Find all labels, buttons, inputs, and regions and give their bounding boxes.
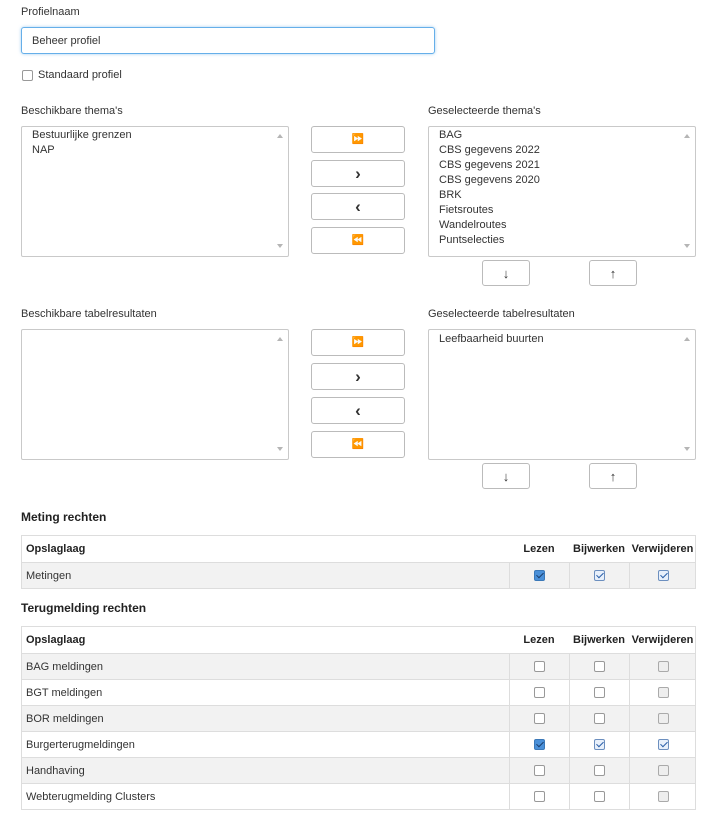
table-row — [21, 706, 696, 732]
delete-checkbox[interactable] — [658, 661, 669, 672]
remove-theme-button[interactable] — [311, 193, 405, 220]
add-theme-button[interactable] — [311, 160, 405, 187]
update-cell — [569, 758, 629, 783]
update-checkbox[interactable] — [594, 661, 605, 672]
update-cell — [569, 680, 629, 705]
available-themes-list[interactable] — [21, 126, 289, 257]
move-theme-up-button[interactable] — [589, 260, 637, 286]
table-row — [21, 563, 696, 589]
add-all-themes-button[interactable] — [311, 126, 405, 153]
update-cell — [569, 563, 629, 588]
delete-checkbox[interactable] — [658, 739, 669, 750]
row-label: BAG meldingen — [26, 660, 104, 673]
read-cell — [509, 706, 569, 731]
move-table-down-button[interactable] — [482, 463, 530, 489]
chevron-left-icon: ‹ — [355, 196, 361, 216]
row-label: BOR meldingen — [26, 712, 104, 725]
list-item[interactable]: CBS gegevens 2022 — [439, 144, 540, 156]
list-item[interactable]: NAP — [32, 144, 55, 156]
update-cell — [569, 732, 629, 757]
available-tables-label: Beschikbare tabelresultaten — [21, 308, 157, 320]
double-chevron-left-icon: ⏪ — [351, 235, 365, 246]
delete-checkbox[interactable] — [658, 791, 669, 802]
scroll-down-icon[interactable] — [277, 244, 283, 248]
read-checkbox[interactable] — [534, 661, 545, 672]
list-item[interactable]: CBS gegevens 2020 — [439, 174, 540, 186]
double-chevron-right-icon: ⏩ — [351, 337, 365, 348]
scroll-down-icon[interactable] — [684, 244, 690, 248]
scroll-up-icon[interactable] — [684, 337, 690, 341]
delete-cell — [629, 680, 696, 705]
scroll-up-icon[interactable] — [277, 337, 283, 341]
terugmelding-rights-title: Terugmelding rechten — [21, 601, 147, 615]
selected-tables-list[interactable] — [428, 329, 696, 460]
double-chevron-right-icon: ⏩ — [351, 134, 365, 145]
delete-cell — [629, 758, 696, 783]
add-all-tables-button[interactable] — [311, 329, 405, 356]
delete-checkbox[interactable] — [658, 713, 669, 724]
move-theme-down-button[interactable] — [482, 260, 530, 286]
update-checkbox[interactable] — [594, 687, 605, 698]
update-checkbox[interactable] — [594, 739, 605, 750]
arrow-up-icon: ↑ — [609, 468, 617, 484]
scroll-up-icon[interactable] — [684, 134, 690, 138]
table-row — [21, 784, 696, 810]
read-cell — [509, 680, 569, 705]
available-themes-label: Beschikbare thema's — [21, 105, 123, 117]
row-label: BGT meldingen — [26, 686, 103, 699]
arrow-down-icon: ↓ — [502, 468, 510, 484]
chevron-left-icon: ‹ — [355, 400, 361, 420]
column-header: Lezen — [523, 634, 555, 646]
read-checkbox[interactable] — [534, 687, 545, 698]
read-checkbox[interactable] — [534, 765, 545, 776]
read-cell — [509, 758, 569, 783]
delete-cell — [629, 654, 696, 679]
row-label: Handhaving — [26, 764, 85, 777]
list-item[interactable]: Bestuurlijke grenzen — [32, 129, 132, 141]
terugmelding-rights-table — [21, 626, 696, 810]
column-header: Lezen — [523, 543, 555, 555]
column-header: Bijwerken — [573, 543, 625, 555]
update-cell — [569, 706, 629, 731]
selected-themes-label: Geselecteerde thema's — [428, 105, 541, 117]
arrow-up-icon: ↑ — [609, 265, 617, 281]
profile-name-input[interactable] — [21, 27, 435, 54]
update-cell — [569, 654, 629, 679]
row-label: Webterugmelding Clusters — [26, 790, 156, 803]
update-checkbox[interactable] — [594, 570, 605, 581]
remove-all-themes-button[interactable] — [311, 227, 405, 254]
update-cell — [569, 784, 629, 809]
table-row — [21, 654, 696, 680]
delete-checkbox[interactable] — [658, 687, 669, 698]
table-row — [21, 680, 696, 706]
read-checkbox[interactable] — [534, 570, 545, 581]
available-tables-list[interactable] — [21, 329, 289, 460]
update-checkbox[interactable] — [594, 791, 605, 802]
read-checkbox[interactable] — [534, 739, 545, 750]
column-header: Verwijderen — [631, 543, 694, 555]
selected-themes-list[interactable] — [428, 126, 696, 257]
list-item[interactable]: Wandelroutes — [439, 219, 507, 231]
table-row — [21, 758, 696, 784]
delete-cell — [629, 784, 696, 809]
scroll-down-icon[interactable] — [684, 447, 690, 451]
remove-all-tables-button[interactable] — [311, 431, 405, 458]
row-label: Burgerterugmeldingen — [26, 738, 135, 751]
row-label: Metingen — [26, 569, 72, 582]
update-checkbox[interactable] — [594, 765, 605, 776]
delete-cell — [629, 732, 696, 757]
delete-checkbox[interactable] — [658, 570, 669, 581]
read-cell — [509, 732, 569, 757]
read-cell — [509, 654, 569, 679]
list-item[interactable]: Puntselecties — [439, 234, 505, 246]
column-header: Opslaglaag — [26, 543, 86, 555]
column-header: Opslaglaag — [26, 634, 86, 646]
meting-rights-title: Meting rechten — [21, 510, 107, 524]
delete-checkbox[interactable] — [658, 765, 669, 776]
double-chevron-left-icon: ⏪ — [351, 439, 365, 450]
meting-rights-table — [21, 535, 696, 589]
arrow-down-icon: ↓ — [502, 265, 510, 281]
standard-profile-checkbox[interactable] — [22, 70, 33, 81]
table-header-row — [21, 627, 696, 654]
scroll-up-icon[interactable] — [277, 134, 283, 138]
selected-tables-label: Geselecteerde tabelresultaten — [428, 308, 575, 320]
list-item[interactable]: BAG — [439, 129, 463, 141]
list-item[interactable]: BRK — [439, 189, 462, 201]
chevron-right-icon: › — [355, 163, 361, 183]
list-item[interactable]: CBS gegevens 2021 — [439, 159, 540, 171]
table-row — [21, 732, 696, 758]
read-cell — [509, 784, 569, 809]
remove-table-button[interactable] — [311, 397, 405, 424]
read-cell — [509, 563, 569, 588]
standard-profile-label: Standaard profiel — [38, 69, 122, 81]
add-table-button[interactable] — [311, 363, 405, 390]
read-checkbox[interactable] — [534, 791, 545, 802]
move-table-up-button[interactable] — [589, 463, 637, 489]
chevron-right-icon: › — [355, 366, 361, 386]
list-item[interactable]: Leefbaarheid buurten — [439, 333, 544, 345]
table-header-row — [21, 536, 696, 563]
profile-name-label: Profielnaam — [21, 6, 80, 18]
delete-cell — [629, 706, 696, 731]
read-checkbox[interactable] — [534, 713, 545, 724]
list-item[interactable]: Fietsroutes — [439, 204, 494, 216]
scroll-down-icon[interactable] — [277, 447, 283, 451]
column-header: Verwijderen — [631, 634, 694, 646]
column-header: Bijwerken — [573, 634, 625, 646]
update-checkbox[interactable] — [594, 713, 605, 724]
delete-cell — [629, 563, 696, 588]
